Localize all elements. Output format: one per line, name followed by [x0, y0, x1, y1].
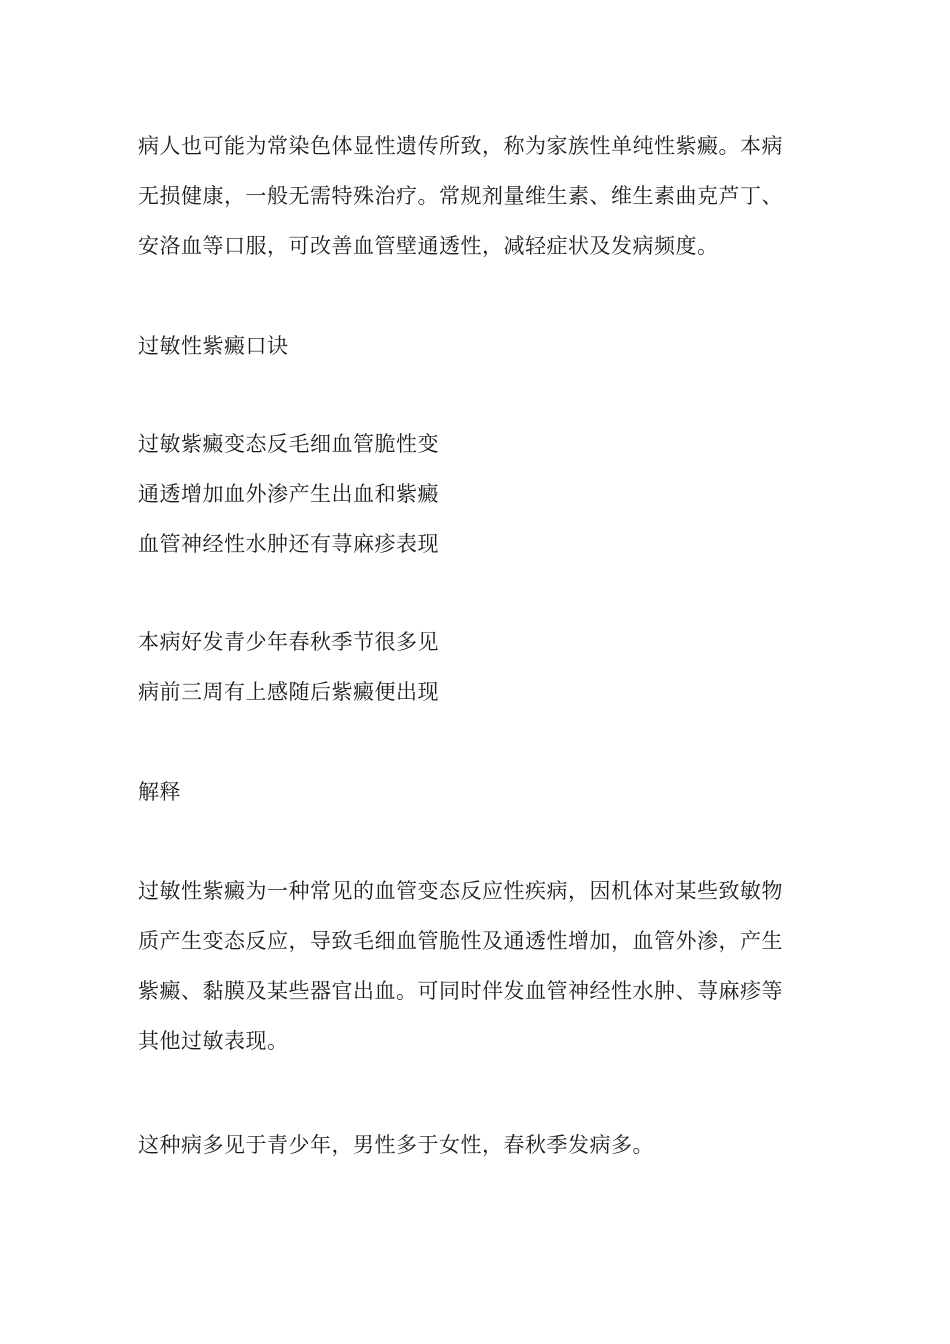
epidemiology-paragraph	[138, 1120, 818, 1170]
verse-line: 病前三周有上感随后紫癜便出现	[138, 680, 439, 704]
intro-paragraph-line: 安洛血等口服，可改善血管壁通透性，减轻症状及发病频度。	[138, 234, 719, 258]
mnemonic-heading: 过敏性紫癜口诀	[138, 334, 289, 358]
explanation-paragraph-line: 紫癜、黏膜及某些器官出血。可同时伴发血管神经性水肿、荨麻疹等	[138, 979, 783, 1003]
intro-paragraph-line: 病人也可能为常染色体显性遗传所致，称为家族性单纯性紫癜。本病	[138, 134, 783, 158]
intro-paragraph	[138, 121, 818, 271]
epidemiology-paragraph-line: 这种病多见于青少年，男性多于女性，春秋季发病多。	[138, 1133, 654, 1157]
mnemonic-verse-2	[138, 617, 818, 717]
verse-line: 通透增加血外渗产生出血和紫癜	[138, 482, 439, 506]
explanation-paragraph-line: 质产生变态反应，导致毛细血管脆性及通透性增加，血管外渗，产生	[138, 929, 783, 953]
explanation-paragraph	[138, 866, 818, 1066]
verse-line: 血管神经性水肿还有荨麻疹表现	[138, 532, 439, 556]
explanation-heading: 解释	[138, 780, 181, 804]
mnemonic-verse-1	[138, 419, 818, 569]
explanation-paragraph-line: 过敏性紫癜为一种常见的血管变态反应性疾病，因机体对某些致敏物	[138, 879, 783, 903]
explanation-paragraph-line: 其他过敏表现。	[138, 1029, 289, 1053]
verse-line: 本病好发青少年春秋季节很多见	[138, 630, 439, 654]
intro-paragraph-line: 无损健康，一般无需特殊治疗。常规剂量维生素、维生素曲克芦丁、	[138, 184, 783, 208]
verse-line: 过敏紫癜变态反毛细血管脆性变	[138, 432, 439, 456]
